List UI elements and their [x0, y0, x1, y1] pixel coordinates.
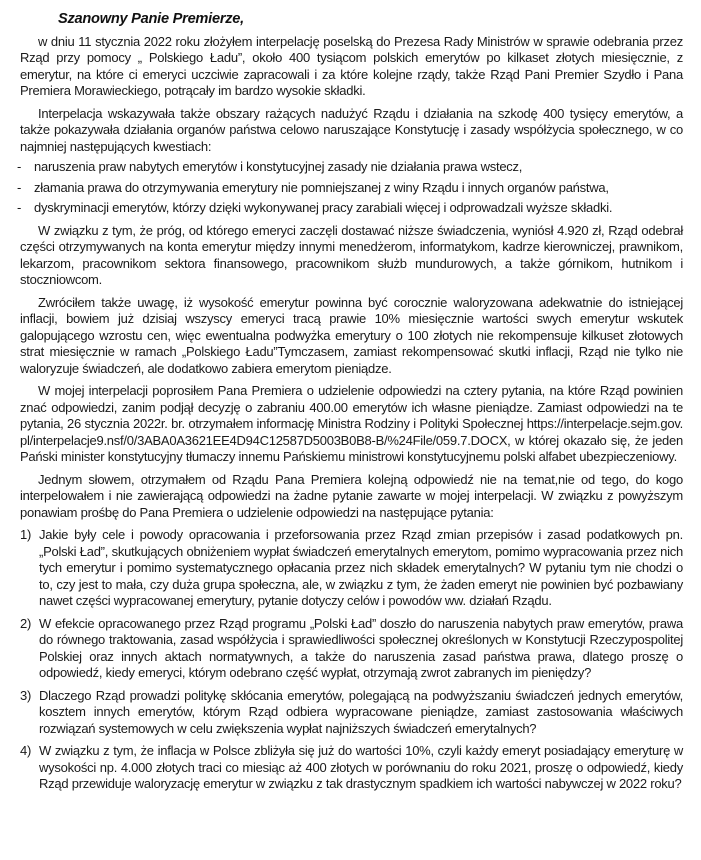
dash-bullet: -: [17, 200, 22, 215]
dash-item-text: naruszenia praw nabytych emerytów i konstytucyjnej zasady nie działania prawa wstecz,: [34, 159, 523, 174]
paragraph-with-url: [20, 383, 683, 466]
paragraph-url-text-start: W mojej interpelacji poprosiłem Pana Premiera o udzielenie odpowiedzi na cztery pytania, na które Rząd powinien znać odpowiedzi, zanim podjął decyzję o zabraniu 400.00 emerytów ich własne pieniądze. Zamiast odpowiedzi na te pytania, 26 stycznia 2022r. br. otrzymałem informację Ministra Rodziny i Polityki Społecznej: [20, 383, 683, 431]
dash-list-item: [17, 200, 683, 217]
dash-list-item: [17, 180, 683, 197]
dash-item-text: dyskryminacji emerytów, którzy dzięki wykonywanej pracy zarabiali więcej i odprowadzali wyższe składki.: [34, 200, 613, 215]
interpelacja-url: https://interpelacje.sejm.gov.pl/interpelacje9.nsf/0/3ABA0A3621EE4D94C12587D5003B0B8-B/%24File/059.7.DOCX,: [20, 416, 683, 448]
salutation: Szanowny Panie Premierze,: [58, 11, 244, 27]
numbered-question-4: [20, 743, 683, 793]
paragraph-interpelacja-overview: Interpelacja wskazywała także obszary rażących nadużyć Rządu i działania na szkodę 400 tysięcy emerytów, a także pokazywała działania organów państwa celowo naruszające Konstytucję i zasady współżycia społecznego, w co najmniej następujących kwestiach:: [20, 105, 683, 154]
paragraph-jednym-slowem: Jednym słowem, otrzymałem od Rządu Pana Premiera kolejną odpowiedź nie na temat,nie od tego, do kogo interpelowałem i nie zawierającą odpowiedzi na żadne pytanie zawarte w mojej interpelacji. W związku z powyższym ponawiam prośbę do Pana Premiera o udzielenie odpowiedzi na następujące pytania:: [20, 471, 683, 520]
dash-item-text: złamania prawa do otrzymywania emerytury nie pomniejszanej z winy Rządu i innych organów państwa,: [34, 179, 609, 195]
paragraph-url-text-end: w której okazało się, że jeden Pański minister konstytucyjny tłumaczy innemu Pańskiemu ministrowi konstytucyjnemu polski alfabet ubezpieczeniowy.: [20, 432, 683, 464]
question-number: 4): [20, 743, 32, 758]
question-text: Jakie były cele i powody opracowania i przeforsowania przez Rząd zmian przepisów i zasad podatkowych pn. „Polski Ład”, skutkujących obniżeniem wypłat świadczeń emerytalnych emerytom, pomimo wypracowania przez nich tych emerytur i pomimo systematycznego opłacania przez nich składek emerytalnych? W pytaniu tym nie chodzi o to, czy jest to mała, czy duża grupa społeczna, ale, w związku z tym, że żaden emeryt nie powinien być pozbawiany nawet części wypracowanej emerytury, pytanie dotyczy celów i powodów ww. działań Rządu.: [39, 527, 683, 608]
numbered-question-1: [20, 527, 683, 610]
dash-list-item: [17, 159, 683, 176]
question-text: W związku z tym, że inflacja w Polsce zbliżyła się już do wartości 10%, czyli każdy emeryt posiadający emeryturę w wysokości np. 4.000 złotych traci co miesiąc aż 400 złotych w porównaniu do roku 2021, proszę o odpowiedź, kiedy Rząd przewiduje waloryzację emerytur w związku z tak drastycznym spadkiem ich wartości nabywczej w 2022 roku?: [39, 743, 683, 791]
question-number: 3): [20, 687, 32, 703]
dash-bullet: -: [17, 159, 22, 174]
question-text: Dlaczego Rząd prowadzi politykę skłócania emerytów, polegającą na podwyższaniu świadczeń jednych emerytów, kosztem innych emerytów, którym Rząd odbiera wypracowane pieniądze, zamiast zastosowania właściwych rozwiązań systemowych w celu zwiększenia wypłat najniższych świadczeń emerytalnych?: [39, 687, 683, 736]
paragraph-intro: w dniu 11 stycznia 2022 roku złożyłem interpelację poselską do Prezesa Rady Ministrów w sprawie odebrania przez Rząd przy pomocy „ Polskiego Ładu”, około 400 tysiącom polskich emerytów po kilkaset złotych miesięcznie, z emerytur, na które ci emeryci uczciwie zapracowali i za które kolejne rządy, także Rząd Pani Premier Szydło i Pana Premiera Morawieckiego, potrącały im bardzo wysokie składki.: [20, 33, 683, 98]
question-number: 2): [20, 615, 32, 631]
dash-bullet: -: [17, 179, 22, 195]
question-number: 1): [20, 527, 32, 542]
numbered-question-2: [20, 616, 683, 682]
paragraph-waloryzacja: Zwróciłem także uwagę, iż wysokość emerytur powinna być corocznie waloryzowana adekwatnie do istniejącej inflacji, bowiem już dzisiaj wszyscy emeryci tracą prawie 10% miesięcznie wartości swych emerytur wskutek galopującego wzrostu cen, więc ewentualna podwyżka emerytury o 100 złotych nie rekompensuje kilkuset złotowych strat miesięcznie w ramach „Polskiego Ładu”Tymczasem, zamiast rekompensować skutki inflacji, Rząd nie tylko nie waloryzuje świadczeń, ale dodatkowo zabiera emerytom pieniądze.: [20, 294, 683, 376]
question-text: W efekcie opracowanego przez Rząd programu „Polski Ład” doszło do naruszenia nabytych praw emerytów, prawa do równego traktowania, zasad współżycia i sprawiedliwości społecznej określonych w Konstytucji Rzeczypospolitej Polskiej oraz innych aktach normatywnych, a także do naruszenia zasad państwa prawa, dlatego proszę o odpowiedź, kiedy emeryci, którym odebrano część wypłat, otrzymają zwrot zabranych im pieniędzy?: [39, 615, 683, 680]
paragraph-prog-4920: W związku z tym, że próg, od którego emeryci zaczęli dostawać niższe świadczenia, wyniósł 4.920 zł, Rząd odebrał części otrzymywanych na konta emerytur między innymi menedżerom, informatykom, kadrze kierowniczej, prawnikom, lekarzom, pracownikom sektora finansowego, pracownikom służb mundurowych, a także górnikom, hutnikom i stoczniowcom.: [20, 222, 683, 287]
numbered-question-3: [20, 688, 683, 738]
